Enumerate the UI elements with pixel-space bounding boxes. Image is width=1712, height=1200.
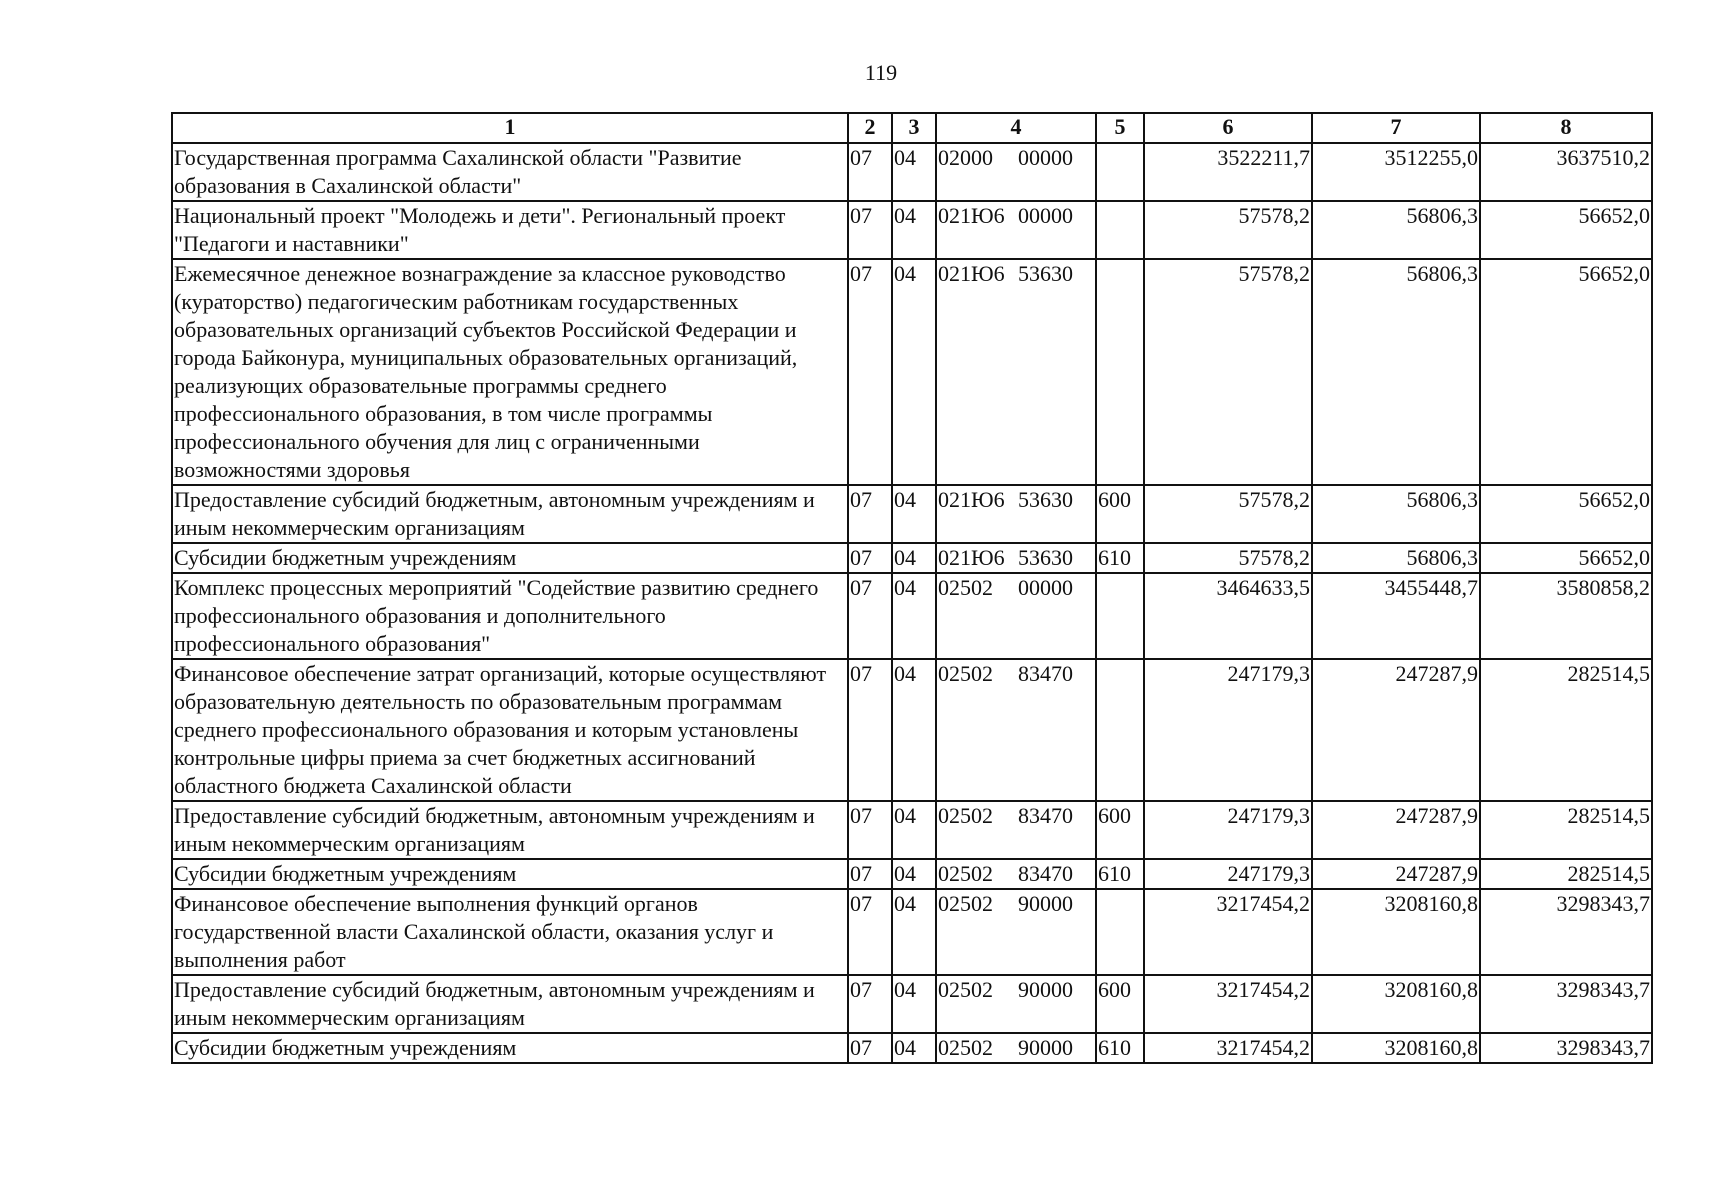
table-row xyxy=(172,201,1652,259)
table-row xyxy=(172,143,1652,201)
expense-type-cell: 610 xyxy=(1096,859,1144,889)
expense-type-cell: 600 xyxy=(1096,801,1144,859)
section-code-cell: 07 xyxy=(848,975,892,1033)
program-code: 02502 xyxy=(938,977,993,1002)
program-code: 02502 xyxy=(938,861,993,886)
program-code: 02502 xyxy=(938,891,993,916)
subsection-code-cell: 04 xyxy=(892,259,936,485)
amount-year3-cell: 282514,5 xyxy=(1480,801,1652,859)
amount-year1-cell: 3522211,7 xyxy=(1144,143,1312,201)
amount-year2-cell: 3208160,8 xyxy=(1312,1033,1480,1063)
direction-code: 53630 xyxy=(1018,545,1073,570)
row-name-cell: Национальный проект "Молодежь и дети". Региональный проект "Педагоги и наставники" xyxy=(172,201,848,259)
section-code-cell: 07 xyxy=(848,859,892,889)
direction-code: 00000 xyxy=(1018,203,1073,228)
program-code: 021Ю6 xyxy=(938,203,1005,228)
amount-year1-cell: 247179,3 xyxy=(1144,859,1312,889)
expense-type-cell xyxy=(1096,889,1144,975)
table-row xyxy=(172,543,1652,573)
target-article-cell xyxy=(936,1033,1096,1063)
subsection-code-cell: 04 xyxy=(892,801,936,859)
table-row xyxy=(172,889,1652,975)
row-name-cell: Финансовое обеспечение выполнения функций органов государственной власти Сахалинской области, оказания услуг и выполнения работ xyxy=(172,889,848,975)
program-code: 021Ю6 xyxy=(938,545,1005,570)
amount-year2-cell: 3208160,8 xyxy=(1312,975,1480,1033)
amount-year1-cell: 247179,3 xyxy=(1144,801,1312,859)
table-row xyxy=(172,1033,1652,1063)
row-name-cell: Финансовое обеспечение затрат организаций, которые осуществляют образовательную деятельность по образовательным программам среднего профессионального образования и которым установлены контрольные цифры приема за счет бюджетных ассигнований областного бюджета Сахалинской области xyxy=(172,659,848,801)
amount-year2-cell: 56806,3 xyxy=(1312,485,1480,543)
direction-code: 83470 xyxy=(1018,803,1073,828)
row-name-cell: Предоставление субсидий бюджетным, автономным учреждениям и иным некоммерческим организациям xyxy=(172,801,848,859)
table-row xyxy=(172,485,1652,543)
target-article-cell xyxy=(936,573,1096,659)
expense-type-cell: 600 xyxy=(1096,975,1144,1033)
column-header: 8 xyxy=(1480,113,1652,143)
direction-code: 90000 xyxy=(1018,891,1073,916)
direction-code: 00000 xyxy=(1018,145,1073,170)
amount-year2-cell: 3208160,8 xyxy=(1312,889,1480,975)
row-name-cell: Ежемесячное денежное вознаграждение за классное руководство (кураторство) педагогическим работникам государственных образовательных организаций субъектов Российской Федерации и города Байконура, муниципальных образовательных организаций, реализующих образовательные программы среднего профессионального образования, в том числе программы профессионального обучения для лиц с ограниченными возможностями здоровья xyxy=(172,259,848,485)
program-code: 02502 xyxy=(938,661,993,686)
amount-year2-cell: 3512255,0 xyxy=(1312,143,1480,201)
subsection-code-cell: 04 xyxy=(892,485,936,543)
amount-year2-cell: 3455448,7 xyxy=(1312,573,1480,659)
subsection-code-cell: 04 xyxy=(892,859,936,889)
column-header: 7 xyxy=(1312,113,1480,143)
amount-year3-cell: 3298343,7 xyxy=(1480,975,1652,1033)
section-code-cell: 07 xyxy=(848,259,892,485)
row-name-cell: Комплекс процессных мероприятий "Содействие развитию среднего профессионального образования и дополнительного профессионального образования" xyxy=(172,573,848,659)
amount-year1-cell: 3217454,2 xyxy=(1144,975,1312,1033)
direction-code: 90000 xyxy=(1018,1035,1073,1060)
row-name-cell: Субсидии бюджетным учреждениям xyxy=(172,859,848,889)
expense-type-cell xyxy=(1096,201,1144,259)
amount-year2-cell: 247287,9 xyxy=(1312,659,1480,801)
amount-year1-cell: 57578,2 xyxy=(1144,485,1312,543)
direction-code: 83470 xyxy=(1018,661,1073,686)
subsection-code-cell: 04 xyxy=(892,975,936,1033)
subsection-code-cell: 04 xyxy=(892,201,936,259)
program-code: 02000 xyxy=(938,145,993,170)
amount-year1-cell: 3464633,5 xyxy=(1144,573,1312,659)
subsection-code-cell: 04 xyxy=(892,1033,936,1063)
amount-year3-cell: 3637510,2 xyxy=(1480,143,1652,201)
section-code-cell: 07 xyxy=(848,485,892,543)
target-article-cell xyxy=(936,659,1096,801)
subsection-code-cell: 04 xyxy=(892,543,936,573)
table-row xyxy=(172,259,1652,485)
column-header: 6 xyxy=(1144,113,1312,143)
amount-year1-cell: 3217454,2 xyxy=(1144,1033,1312,1063)
table-row xyxy=(172,659,1652,801)
table-row xyxy=(172,573,1652,659)
program-code: 02502 xyxy=(938,803,993,828)
expense-type-cell: 600 xyxy=(1096,485,1144,543)
table-row xyxy=(172,975,1652,1033)
direction-code: 90000 xyxy=(1018,977,1073,1002)
column-header: 5 xyxy=(1096,113,1144,143)
target-article-cell xyxy=(936,143,1096,201)
amount-year3-cell: 3298343,7 xyxy=(1480,889,1652,975)
row-name-cell: Государственная программа Сахалинской области "Развитие образования в Сахалинской области" xyxy=(172,143,848,201)
amount-year2-cell: 56806,3 xyxy=(1312,259,1480,485)
direction-code: 83470 xyxy=(1018,861,1073,886)
row-name-cell: Предоставление субсидий бюджетным, автономным учреждениям и иным некоммерческим организациям xyxy=(172,485,848,543)
amount-year3-cell: 56652,0 xyxy=(1480,201,1652,259)
section-code-cell: 07 xyxy=(848,201,892,259)
expense-type-cell xyxy=(1096,659,1144,801)
column-header: 1 xyxy=(172,113,848,143)
amount-year3-cell: 282514,5 xyxy=(1480,659,1652,801)
target-article-cell xyxy=(936,859,1096,889)
subsection-code-cell: 04 xyxy=(892,143,936,201)
amount-year1-cell: 247179,3 xyxy=(1144,659,1312,801)
column-header: 2 xyxy=(848,113,892,143)
column-header: 4 xyxy=(936,113,1096,143)
target-article-cell xyxy=(936,975,1096,1033)
amount-year1-cell: 57578,2 xyxy=(1144,201,1312,259)
target-article-cell xyxy=(936,201,1096,259)
amount-year2-cell: 247287,9 xyxy=(1312,859,1480,889)
target-article-cell xyxy=(936,259,1096,485)
subsection-code-cell: 04 xyxy=(892,659,936,801)
page-number: 119 xyxy=(864,60,898,85)
target-article-cell xyxy=(936,485,1096,543)
amount-year1-cell: 3217454,2 xyxy=(1144,889,1312,975)
row-name-cell: Субсидии бюджетным учреждениям xyxy=(172,1033,848,1063)
row-name-cell: Субсидии бюджетным учреждениям xyxy=(172,543,848,573)
section-code-cell: 07 xyxy=(848,801,892,859)
subsection-code-cell: 04 xyxy=(892,889,936,975)
section-code-cell: 07 xyxy=(848,143,892,201)
direction-code: 53630 xyxy=(1018,261,1073,286)
header-row xyxy=(172,113,1652,143)
direction-code: 00000 xyxy=(1018,575,1073,600)
program-code: 021Ю6 xyxy=(938,487,1005,512)
amount-year2-cell: 56806,3 xyxy=(1312,543,1480,573)
table-row xyxy=(172,801,1652,859)
amount-year1-cell: 57578,2 xyxy=(1144,259,1312,485)
section-code-cell: 07 xyxy=(848,659,892,801)
section-code-cell: 07 xyxy=(848,543,892,573)
amount-year3-cell: 56652,0 xyxy=(1480,259,1652,485)
target-article-cell xyxy=(936,543,1096,573)
program-code: 02502 xyxy=(938,1035,993,1060)
target-article-cell xyxy=(936,801,1096,859)
expense-type-cell: 610 xyxy=(1096,543,1144,573)
amount-year3-cell: 56652,0 xyxy=(1480,485,1652,543)
expense-type-cell xyxy=(1096,259,1144,485)
expense-type-cell xyxy=(1096,143,1144,201)
target-article-cell xyxy=(936,889,1096,975)
subsection-code-cell: 04 xyxy=(892,573,936,659)
budget-table xyxy=(171,112,1653,1064)
amount-year3-cell: 56652,0 xyxy=(1480,543,1652,573)
row-name-cell: Предоставление субсидий бюджетным, автономным учреждениям и иным некоммерческим организациям xyxy=(172,975,848,1033)
amount-year2-cell: 56806,3 xyxy=(1312,201,1480,259)
expense-type-cell: 610 xyxy=(1096,1033,1144,1063)
section-code-cell: 07 xyxy=(848,889,892,975)
column-header: 3 xyxy=(892,113,936,143)
program-code: 021Ю6 xyxy=(938,261,1005,286)
table-row xyxy=(172,859,1652,889)
section-code-cell: 07 xyxy=(848,573,892,659)
amount-year3-cell: 3580858,2 xyxy=(1480,573,1652,659)
direction-code: 53630 xyxy=(1018,487,1073,512)
table-body xyxy=(172,143,1652,1063)
expense-type-cell xyxy=(1096,573,1144,659)
amount-year1-cell: 57578,2 xyxy=(1144,543,1312,573)
section-code-cell: 07 xyxy=(848,1033,892,1063)
program-code: 02502 xyxy=(938,575,993,600)
amount-year3-cell: 282514,5 xyxy=(1480,859,1652,889)
amount-year3-cell: 3298343,7 xyxy=(1480,1033,1652,1063)
amount-year2-cell: 247287,9 xyxy=(1312,801,1480,859)
